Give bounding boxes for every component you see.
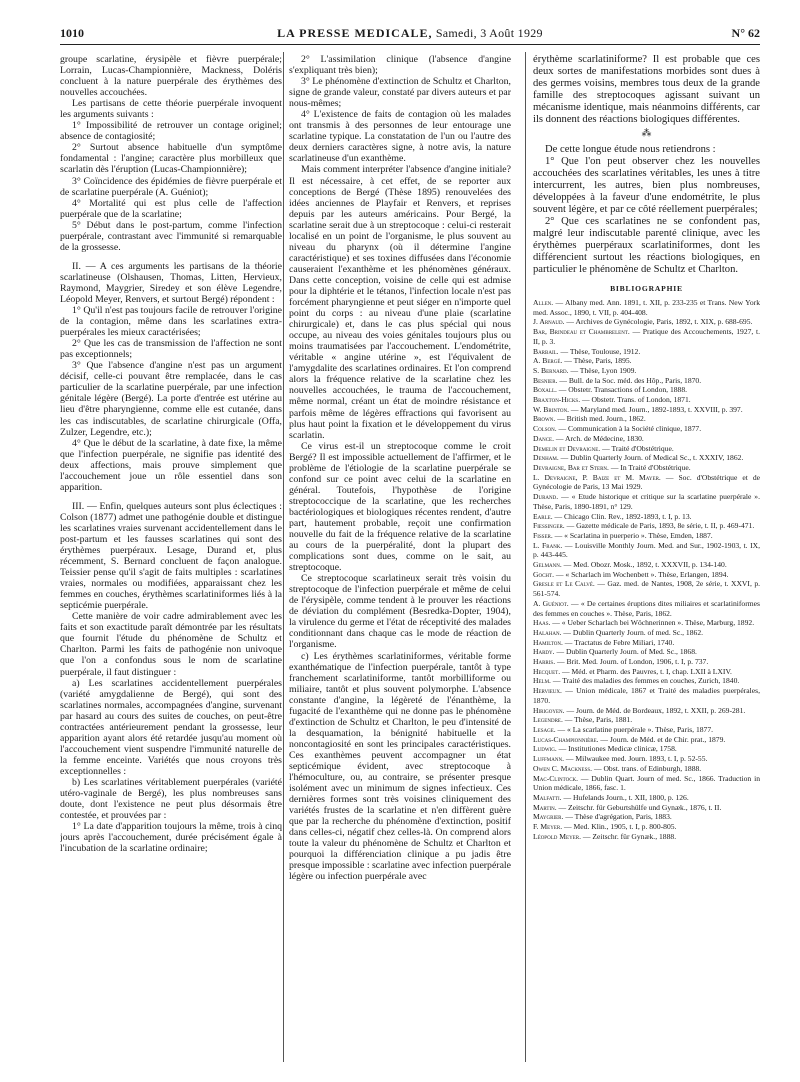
bibliography-entry (533, 298, 760, 317)
paragraph: Les partisans de cette théorie puerpérale invoquent les arguments suivants : (60, 98, 282, 121)
bibliography-reference: — Méd. et Pharm. des Pauvres, t. I, chap. LXII à LXIV. (560, 666, 732, 676)
bibliography-entry (533, 366, 760, 376)
bibliography-entry (533, 754, 760, 764)
column-3 (533, 54, 760, 1064)
bibliography-author: Bar, Brindeau et Chambrelent. (533, 327, 630, 337)
bibliography-entry (533, 822, 760, 832)
bibliography-entry (533, 317, 760, 327)
bibliography-author: Ludwig. (533, 744, 557, 754)
bibliography-entry (533, 618, 760, 628)
bibliography-entry (533, 764, 760, 774)
bibliography-author: Braxton-Hicks. (533, 395, 581, 405)
bibliography-author: Gresle et Le Calvé. (533, 579, 595, 589)
bibliography-author: Harris. (533, 657, 556, 667)
bibliography-author: L. Frank. (533, 540, 563, 550)
bibliography-reference: — Med. Obozr. Mosk., 1892, t. XXXVII, p. 134-140. (561, 560, 727, 570)
paragraph: 1° Que l'on peut observer chez les nouvelles accouchées des scarlatines véritables, les unes à titre intercurrent, les autres, bien plus nombreuses, développées à la faveur d'une endométrite, le plus souvent légère, et par ce côté réellement puerpérales; (533, 156, 760, 215)
bibliography-author: Hecquet. (533, 666, 561, 676)
bibliography-author: Helm. (533, 676, 551, 686)
bibliography-author: Dance. (533, 433, 554, 443)
bibliography-reference: — Journ. de Méd. et de Chir. prat., 1879. (598, 734, 726, 744)
bibliography-reference: — Journ. de Méd. de Bordeaux, 1892, t. XXII, p. 269-281. (564, 705, 746, 715)
bibliography-entry (533, 686, 760, 705)
bibliography-reference: — « Scharlach im Wochenbett ». Thèse, Erlangen, 1894. (554, 569, 729, 579)
issue-number: N° 62 (731, 26, 760, 40)
bibliography-author: Earle. (533, 511, 553, 521)
column-divider (283, 52, 284, 1062)
paragraph: 2° L'assimilation clinique (l'absence d'angine s'expliquant très bien); (289, 54, 511, 77)
bibliography-entry (533, 735, 760, 745)
bibliography-entry (533, 492, 760, 511)
bibliography-entry (533, 512, 760, 522)
bibliography-author: Hamilton. (533, 637, 563, 647)
bibliography-author: Owen C. Mackness. (533, 763, 593, 773)
bibliography-reference: — Bull. de la Soc. méd. des Hôp., Paris, 1870. (557, 375, 702, 385)
bibliography-reference: — Hufelands Journ., t. XII, 1800, p. 126. (561, 792, 689, 802)
bibliography-author: Fisser. (533, 530, 553, 540)
bibliography-entry (533, 395, 760, 405)
bibliography-entry (533, 570, 760, 580)
bibliography-entry (533, 744, 760, 754)
bibliography-reference: — Traité d'Obstétrique. (600, 443, 674, 453)
bibliography-author: Lucas-Championnière. (533, 734, 599, 744)
bibliography-entry (533, 667, 760, 677)
bibliography-reference: — Dublin Quarterly Journ. of Med. Sc., 1868. (554, 647, 697, 657)
bibliography-list (533, 298, 760, 841)
paragraph: c) Les érythèmes scarlatiniformes, véritable forme exanthématique de l'infection puerpérale, tantôt à type franchement scarlatiniforme, tantôt morbilliforme ou miliaire, tantôt et plus souvent polymorphe. L'absence constante d'angine, la légèreté de l'énanthème, la fugacité de l'exanthème qui ne donne pas le phénomène d'extinction de Schultz et Charlton, le peu d'intensité de la desquamation, la bénignité habituelle et la noncontagiosité en sont les principales caractéristiques. Ces exanthèmes peuvent accompagner un état septicémique évident, avec streptocoque à l'hémoculture, ou, au contraire, se présenter presque isolément avec un minimum de signes infectieux. Ces dernières formes sont très voisines cliniquement des variétés frustes de la scarlatine et n'en diffèrent guère que par la recherche du phénomène d'extinction, positif dans celles-ci, négatif chez celles-là. On comprend alors toute la valeur du phénomène de Schultz et Charlton et pourquoi la différenciation clinique a pu jadis être presque impossible : scarlatine avec infection puerpérale légère ou infection puerpérale avec (289, 650, 511, 883)
bibliography-author: J. Arnaud. (533, 317, 565, 327)
bibliography-entry (533, 657, 760, 667)
bibliography-author: Gocht. (533, 569, 554, 579)
bibliography-author: W. Brinton. (533, 404, 570, 414)
paragraph: 4° Mortalité qui est plus celle de l'affection puerpérale que de la scarlatine; (60, 197, 282, 220)
bibliography-reference: — Obst. trans. of Edinburgh, 1888. (592, 763, 702, 773)
bibliography-entry (533, 676, 760, 686)
bibliography-author: Haas. (533, 618, 551, 628)
bibliography-title: BIBLIOGRAPHIE (610, 284, 683, 293)
paragraph: 2° Que les cas de transmission de l'affection ne sont pas exceptionnels; (60, 338, 282, 361)
bibliography-entry (533, 531, 760, 541)
paragraph: 4° L'existence de faits de contagion où les malades ont transmis à des personnes de leur entourage une scarlatine typique. La constatation de l'un ou l'autre des deux derniers caractères signe, à notre avis, la nature scarlatineuse d'un exanthème. (289, 109, 511, 165)
column-1 (60, 54, 282, 1064)
journal-name: LA PRESSE MEDICALE, (277, 26, 433, 40)
bibliography-entry (533, 812, 760, 822)
bibliography-entry (533, 803, 760, 813)
bibliography-reference: — Thèse, Paris, 1881. (562, 715, 633, 725)
column-divider (525, 52, 526, 1062)
bibliography-author: Boxall. (533, 385, 557, 395)
bibliography-entry (533, 414, 760, 424)
bibliography-reference: — Arch. de Médecine, 1830. (554, 433, 644, 443)
bibliography-reference: — Archives de Gynécologie, Paris, 1892, t. XIX, p. 688-695. (564, 317, 753, 327)
bibliography-author: Barbail. (533, 346, 559, 356)
bibliography-entry (533, 541, 760, 560)
bibliography-author: A. Guéniot. (533, 598, 569, 608)
bibliography-entry (533, 793, 760, 803)
bibliography-reference: — « Scarlatina in puerperio ». Thèse, Emden, 1887. (552, 530, 713, 540)
bibliography-reference: — Milwaukee med. Journ. 1893, t. I, p. 52-55. (564, 754, 708, 764)
bibliography-reference: — Zeitschr. für Gynæk., 1888. (580, 831, 677, 841)
bibliography-author: Mac-Clintock. (533, 773, 579, 783)
bibliography-entry (533, 725, 760, 735)
bibliography-entry (533, 376, 760, 386)
bibliography-author: Martin. (533, 802, 557, 812)
paragraph: a) Les scarlatines accidentellement puerpérales (variété amygdalienne de Bergé), qui sont des scarlatines normales, accompagnées d'angine, survenant par hasard au cours des suites de couches, on peut-être contractées antérieurement pendant la grossesse, leur apparition ayant alors été retardée jusqu'au moment où l'accouchement vient suspendre l'immunité naturelle de la femme enceinte. Variétés que nous croyons très exceptionnelles : (60, 677, 282, 777)
paragraph: 3° Que l'absence d'angine n'est pas un argument décisif, celle-ci pouvant être remplacée, dans le cas particulier de la scarlatine puerpérale, par une infection génitale légère (Bergé). La porte d'entrée est utérine au lieu d'être pharyngienne, comme elle est cutanée, dans les cas indiscutables, de scarlatine chirurgicale (Offa, Zulzer, Legendre, etc.); (60, 360, 282, 438)
bibliography-reference: — Obstetr. Trans. of London, 1871. (580, 395, 691, 405)
paragraph: 3° Coïncidence des épidémies de fièvre puerpérale et de scarlatine puerpérale (A. Guéniot); (60, 175, 282, 198)
bibliography-entry (533, 647, 760, 657)
bibliography-entry (533, 628, 760, 638)
bibliography-author: Hirigoyen. (533, 705, 565, 715)
bibliography-entry (533, 715, 760, 725)
bibliography-reference: — Gazette médicale de Paris, 1893, 8e série, t. II, p. 469-471. (564, 521, 755, 531)
bibliography-entry (533, 832, 760, 842)
bibliography-author: Durand. (533, 492, 559, 502)
paragraph: III. — Enfin, quelques auteurs sont plus éclectiques : Colson (1877) admet une pathogénie double et distingue les scarlatines vraies survenant accidentellement dans le post-partum et les fausses scarlatines qui sont des érythèmes puerpéraux. Lesage, Durand et, plus récemment, S. Bernard concluent de façon analogue. Teissier pense qu'il s'agit de faits multiples : scarlatines vraies, normales ou modifiées, apparaissant chez les femmes en couches, érythèmes scarlatiniformes liés à la septicémie puerpérale. (60, 500, 282, 612)
bibliography-reference: — Thèse, Toulouse, 1912. (558, 346, 641, 356)
bibliography-reference: — Tractatus de Febre Miliari, 1740. (562, 637, 675, 647)
paragraph: 2° Surtout absence habituelle d'un symptôme fondamental : l'angine; caractère plus morbilleux que scarlatin dès l'éruption (Lucas-Championnière); (60, 142, 282, 176)
bibliography-entry (533, 327, 760, 346)
paragraph: Mais comment interpréter l'absence d'angine initiale? Il est nécessaire, à cet effet, de se reporter aux conceptions de Bergé (Thèse 1895) renouvelées des idées anciennes de Playfair et Renvers, et reprises depuis par les auteurs américains. Pour Bergé, la scarlatine serait due à un streptocoque : celui-ci resterait localisé en un point de l'organisme, le plus souvent au niveau du pharynx (où il détermine l'angine caractéristique) et ses toxines diffusées dans l'économie causeraient l'exanthème et les phénomènes généraux. Dans cette conception, voisine de celle qui est admise pour la diphtérie et le tétanos, l'infection locale n'est pas forcément pharyngienne et peut siéger en n'importe quel point du corps : au niveau d'une plaie (scarlatine chirurgicale) et, dans le cas plus spécial qui nous occupe, au niveau des voies génitales toujours plus ou moins traumatisées par l'accouchement. L'endométrite, véritable « angine utérine », est l'équivalent de l'amygdalite des scarlatines ordinaires. Et l'on comprend alors la fréquence relative de la scarlatine chez les nouvelles accouchées, le trauma de l'accouchement, même normal, créant un état de moindre résistance et parfois même de légères effractions qui favorisent au plus haut point la fixation et le développement du virus scarlatin. (289, 164, 511, 441)
bibliography-entry (533, 774, 760, 793)
paragraph: b) Les scarlatines véritablement puerpérales (variété utéro-vaginale de Bergé), les plus nombreuses sans doute, dont l'existence ne peut plus désormais être contestée, et prouvées par : (60, 777, 282, 822)
bibliography-reference: — Obstetr. Transactions of London, 1888. (556, 385, 688, 395)
paragraph: 3° Le phénomène d'extinction de Schultz et Charlton, signe de grande valeur, constaté par divers auteurs et par nous-mêmes; (289, 76, 511, 110)
bibliography-author: Besnier. (533, 375, 558, 385)
bibliography-author: Maygrier. (533, 812, 564, 822)
page-header (60, 26, 760, 44)
bibliography-author: Léopold Meyer. (533, 831, 581, 841)
bibliography-entry (533, 424, 760, 434)
bibliography-entry (533, 579, 760, 598)
bibliography-reference: — Albany med. Ann. 1891, t. XII, p. 233-235 et Trans. New York med. Assoc., 1890, t. VII, p. 404-408. (533, 298, 760, 317)
paragraph: Cette manière de voir cadre admirablement avec les faits et son exactitude paraît démontrée par les résultats que fournit l'étude du phénomène de Schultz et Charlton. Parmi les faits de pathogénie non univoque que l'on a confondus sous le nom de scarlatine puerpérale, il faut distinguer : (60, 611, 282, 678)
bibliography-reference: — Dublin Quarterly Journ. of med. Sc., 1862. (561, 627, 704, 637)
bibliography-author: Colson. (533, 424, 557, 434)
bibliography-entry (533, 473, 760, 492)
paragraph: De cette longue étude nous retiendrons : (545, 144, 716, 155)
bibliography-reference: — Gaz. med. de Nantes, 1908, 2e série, t. XXVI, p. 561-574. (533, 579, 760, 599)
paragraph: Ce virus est-il un streptocoque comme le croit Bergé? Il est impossible actuellement de l'affirmer, et le problème de l'étiologie de la scarlatine puerpérale se confond sur ce point avec celui de la scarlatine en général. Toutefois, l'hypothèse de l'origine streptococcique de la scarlatine, que les recherches bactériologiques et biologiques récentes rendent, d'autre part, hautement probable, reçoit une confirmation nouvelle du fait de la fréquence relative de la scarlatine au cours de la puerpéralité, dont la plupart des complications sont dues, comme on le sait, au streptocoque. (289, 440, 511, 574)
bibliography-author: Devraigne, Bar et Stern. (533, 463, 609, 472)
bibliography-reference: — « De certaines éruptions dites miliaires et scarlatiniformes des femmes en couches ». Thèse, Paris, 1862. (533, 598, 760, 618)
bibliography-reference: — Soc. d'Obstétrique et de Gynécologie de Paris, 13 Mai 1929. (533, 472, 760, 492)
bibliography-entry (533, 521, 760, 531)
bibliography-reference: — Communication à la Société clinique, 1877. (556, 424, 702, 434)
bibliography-reference: — British med. Journ., 1862. (555, 414, 646, 424)
paragraph: groupe scarlatine, érysipèle et fièvre puerpérale; Lorrain, Lucas-Championnière, Mackness, Doléris concluent à la nature puerpérale des érythèmes des nouvelles accouchées. (60, 54, 282, 99)
bibliography-author: Lesage. (533, 724, 556, 734)
paragraph: 1° La date d'apparition toujours la même, trois à cinq jours après l'accouchement, durée précisément égale à l'incubation de la scarlatine ordinaire; (60, 821, 282, 855)
bibliography-author: Allen. (533, 298, 554, 308)
bibliography-entry (533, 405, 760, 415)
bibliography-reference: — Dublin Quart. Journ of med. Sc., 1866. Traduction in Union médicale, 1866, fasc. 1. (533, 773, 760, 793)
bibliography-author: Demelin et Devraigne. (533, 443, 601, 453)
bibliography-author: L. Devraigne, P. Baize et M. Mayer. (533, 472, 661, 482)
journal-title (60, 26, 760, 41)
paragraph: Ce streptocoque scarlatineux serait très voisin du streptocoque de l'infection puerpérale et même de celui de l'érysipèle, comme tendent à le prouver les réactions de déviation du complément (Besredka-Dopter, 1904), la virulence du germe et l'état de réceptivité des malades conditionnant dans chaque cas le mode de réaction de l'organisme. (289, 573, 511, 651)
conclusion (533, 144, 760, 276)
bibliography-reference: — Louisville Monthly Journ. Med. and Sur., 1902-1903, t. IX, p. 443-445. (533, 540, 760, 560)
bibliography-reference: — Traité des maladies des femmes en couches, Zurich, 1840. (550, 676, 740, 686)
bibliography-author: Hervieux. (533, 686, 562, 696)
bibliography-author: Halahan. (533, 627, 562, 637)
header-rule (60, 44, 760, 45)
bibliography-author: Malfatti. (533, 792, 562, 802)
page-number: 1010 (60, 26, 84, 40)
bibliography-author: Fiessinger. (533, 521, 565, 531)
bibliography-author: S. Bernard. (533, 365, 569, 375)
bibliography-reference: — « Etude historique et critique sur la scarlatine puerpérale ». Thèse, Paris, 1890-1891, n° 129. (533, 492, 760, 511)
bibliography-entry (533, 453, 760, 463)
paragraph: 1° Qu'il n'est pas toujours facile de retrouver l'origine de la contagion, même dans les scarlatines extra-puerpérales les mieux caractérisées; (60, 305, 282, 339)
bibliography-reference: — Maryland med. Journ., 1892-1893, t. XXVIII, p. 397. (569, 404, 743, 414)
paragraph: 5° Début dans le post-partum, comme l'infection puerpérale, contrastant avec l'immunité si remarquable de la grossesse. (60, 219, 282, 253)
bibliography-reference: — Chicago Clin. Rev., 1892-1893, t. I, p. 13. (552, 511, 692, 521)
section-separator: ⁂ (641, 128, 652, 139)
paragraph: 2° Que ces scarlatines ne se confondent pas, malgré leur indiscutable parenté clinique, avec les érythèmes puerpéraux scarlatiniformes, dont les différencient surtout les réactions biologiques, en particulier le phénomène de Schultz et Charlton. (533, 216, 760, 275)
bibliography-reference: — Union médicale, 1867 et Traité des maladies puerpérales, 1870. (533, 686, 760, 705)
bibliography-entry (533, 444, 760, 454)
bibliography-entry (533, 347, 760, 357)
bibliography-reference: — Brit. Med. Journ. of London, 1906, t. I, p. 737. (555, 657, 709, 667)
bibliography-reference: — Institutiones Medicæ clinicæ, 1758. (556, 744, 677, 754)
paragraph: 1° Impossibilité de retrouver un contage originel; absence de contagiosité; (60, 120, 282, 143)
bibliography-reference: — Med. Klin., 1905, t. I, p. 800-805. (562, 822, 677, 832)
bibliography-author: Hardy. (533, 647, 555, 657)
bibliography-entry (533, 599, 760, 618)
paragraph: II. — A ces arguments les partisans de la théorie scarlatineuse (Olshausen, Thomas, Litten, Hervieux, Raymond, Maygrier, Siredey et son élève Legendre, Léopold Meyer, Renvers, et surtout Bergé) répondent : (60, 260, 282, 305)
bibliography-author: Brown. (533, 414, 556, 424)
bibliography-entry (533, 560, 760, 570)
bibliography-reference: — « La scarlatine puerpérale ». Thèse, Paris, 1877. (555, 724, 714, 734)
bibliography-reference: — Pratique des Accouchements, 1927, t. II, p. 3. (533, 327, 760, 346)
bibliography-reference: — Thèse d'agrégation, Paris, 1883. (563, 812, 672, 822)
paragraph: 4° Que le début de la scarlatine, à date fixe, la même que l'infection puerpérale, ne signifie pas identité des deux affections, mais prouve simplement que l'accouchement joue un rôle essentiel dans son apparition. (60, 437, 282, 493)
bibliography-author: Gelmann. (533, 560, 562, 570)
bibliography-author: Legendre. (533, 715, 563, 725)
bibliography-author: Luffmann. (533, 754, 564, 764)
issue-date: Samedi, 3 Août 1929 (435, 26, 543, 40)
column-2 (289, 54, 511, 1064)
bibliography-entry (533, 638, 760, 648)
bibliography-entry (533, 356, 760, 366)
bibliography-author: A. Bergé. (533, 356, 563, 366)
bibliography-reference: — Zeitschr. für Geburtshülfe und Gynæk., 1876, t. II. (556, 802, 722, 812)
bibliography-author: Denham. (533, 453, 559, 463)
paragraph: érythème scarlatiniforme? Il est probable que ces deux sortes de manifestations morbides sont dues à des germes voisins, membres tous deux de la grande famille des streptocoques agissant suivant un mécanisme identique, mais néanmoins différents, car ils donnent des réactions biologiques différentes. (533, 54, 760, 125)
bibliography-reference: — Thèse, Lyon 1909. (568, 365, 637, 375)
bibliography-entry (533, 463, 760, 473)
bibliography-reference: — In Traité d'Obstétrique. (608, 463, 691, 472)
bibliography-reference: — Dublin Quarterly Journ. of Medical Sc., t. XXXIV, 1862. (558, 453, 744, 463)
bibliography-entry (533, 434, 760, 444)
bibliography-reference: — « Ueber Scharlach bei Wöchnerinnen ». Thèse, Marburg, 1892. (550, 618, 755, 628)
bibliography-author: F. Meyer. (533, 822, 563, 832)
bibliography-entry (533, 706, 760, 716)
bibliography-reference: — Thèse, Paris, 1895. (562, 356, 632, 366)
bibliography-entry (533, 385, 760, 395)
